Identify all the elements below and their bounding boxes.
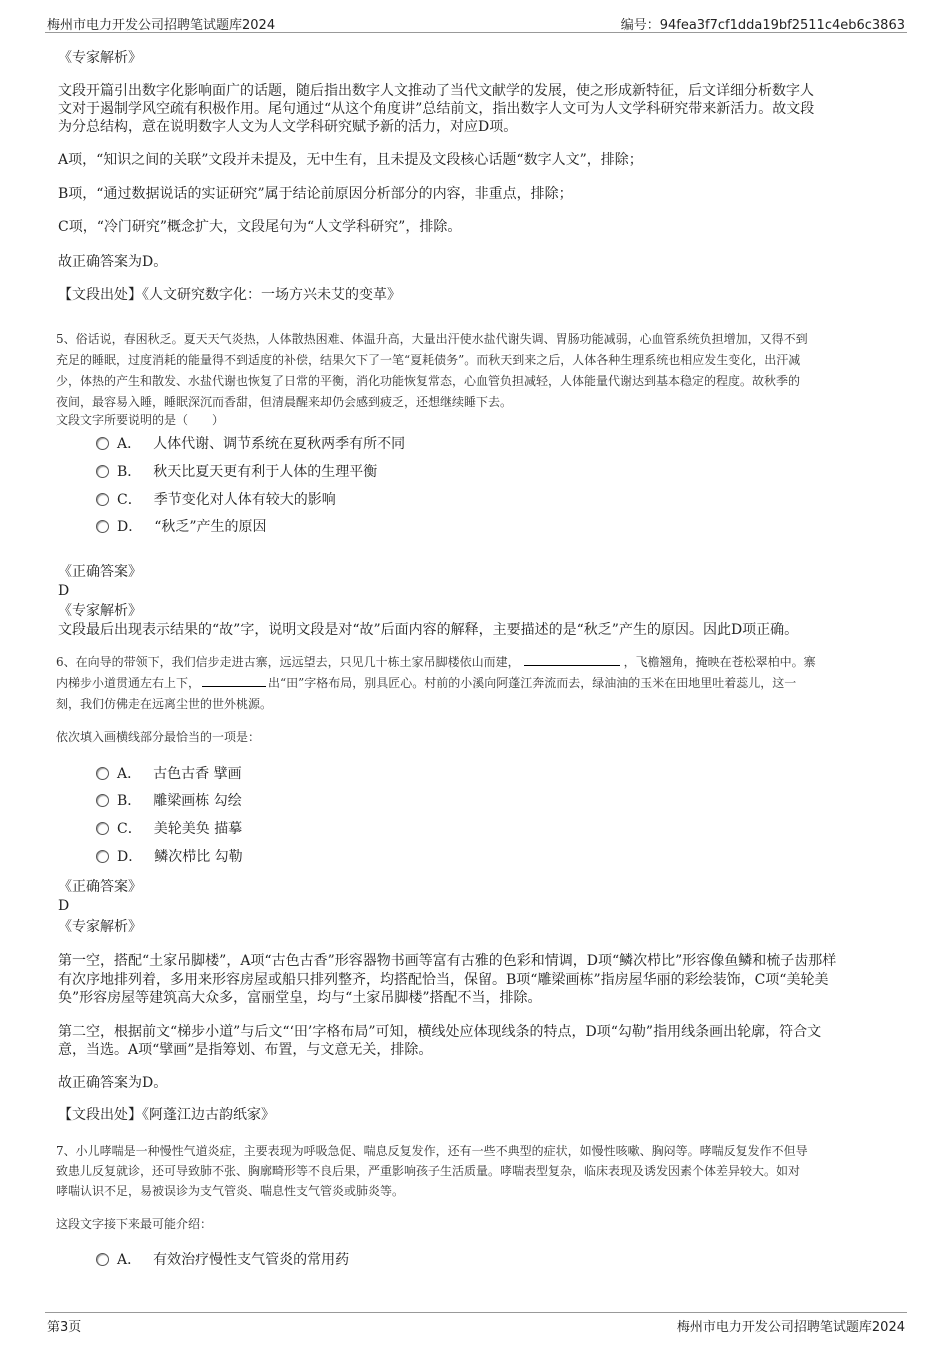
analysis-line: 奂”形容房屋等建筑高大众多，富丽堂皇，均与“土家吊脚楼”搭配不当，排除。 [58,990,542,1006]
question-text: 充足的睡眠，过度消耗的能量得不到适度的补偿，结果欠下了一笔“夏耗债务”。而秋天到来之后，人体各种生理系统也相应发生变化，出汗减 [56,353,801,367]
question-text: 少，体热的产生和散发、水盐代谢也恢复了日常的平衡，消化功能恢复常态，心血管负担减轻，人体能量代谢达到基本稳定的程度。故秋季的 [56,374,801,388]
option-d[interactable]: D． “秋乏”产生的原因 [96,518,267,536]
correct-answer-title: 《正确答案》 [58,879,142,895]
radio-icon[interactable] [96,850,109,863]
question-text: 7、小儿哮喘是一种慢性气道炎症，主要表现为呼吸急促、喘息反复发作，还有一些不典型的症状，如慢性咳嗽、胸闷等。哮喘反复发作不但导 [56,1144,808,1158]
question-prompt: 这段文字接下来最可能介绍： [56,1217,213,1231]
source-line: 【文段出处】《人文研究数字化：一场方兴未艾的变革》 [58,287,401,303]
analysis-line: 第二空，根据前文“梯步小道”与后文“‘田’字格布局”可知，横线处应体现线条的特点，D项“勾勒”指用线条画出轮廓，符合文 [58,1024,822,1040]
option-c[interactable]: C． 美轮美奂 描摹 [96,820,242,838]
source-line: 【文段出处】《阿蓬江边古韵纸家》 [58,1107,275,1123]
question-prompt: 文段文字所要说明的是（ ） [56,413,225,427]
radio-icon[interactable] [96,822,109,835]
radio-icon[interactable] [96,437,109,450]
correct-answer: D [58,898,70,914]
expert-analysis-title: 《专家解析》 [58,603,142,619]
analysis-line: 文对于遏制学风空疏有积极作用。尾句通过“从这个角度讲”总结前文，指出数字人文可为人文学科研究带来新活力。故文段 [58,101,815,117]
option-b[interactable]: B． 雕梁画栋 勾绘 [96,792,242,810]
radio-icon[interactable] [96,767,109,780]
fill-blank [524,653,620,666]
option-a-analysis: A项，“知识之间的关联”文段并未提及，无中生有，且未提及文段核心话题“数字人文”，排除； [58,152,643,168]
radio-icon[interactable] [96,465,109,478]
option-a[interactable]: A． 有效治疗慢性支气管炎的常用药 [96,1251,349,1269]
analysis-line: 文段最后出现表示结果的“故”字，说明文段是对“故”后面内容的解释，主要描述的是“秋乏”产生的原因。因此D项正确。 [58,622,799,638]
question-prompt: 依次填入画横线部分最恰当的一项是： [56,730,261,744]
option-a[interactable]: A． 人体代谢、调节系统在夏秋两季有所不同 [96,435,405,453]
option-b-analysis: B项，“通过数据说话的实证研究”属于结论前原因分析部分的内容，非重点，排除； [58,186,573,202]
footer-title: 梅州市电力开发公司招聘笔试题库2024 [676,1320,905,1335]
expert-analysis-title: 《专家解析》 [58,50,142,66]
option-b[interactable]: B． 秋天比夏天更有利于人体的生理平衡 [96,463,377,481]
fill-blank [202,674,266,687]
option-c-analysis: C项，“冷门研究”概念扩大，文段尾句为“人文学科研究”，排除。 [58,219,462,235]
expert-analysis-title: 《专家解析》 [58,919,142,935]
correct-answer-title: 《正确答案》 [58,564,142,580]
answer-line: 故正确答案为D。 [58,1075,168,1091]
analysis-line: 文段开篇引出数字化影响面广的话题，随后指出数字人文推动了当代文献学的发展，使之形成新特征，后文详细分析数字人 [58,83,814,99]
question-text: 5、俗话说，春困秋乏。夏天天气炎热，人体散热困难、体温升高，大量出汗使水盐代谢失调、胃肠功能减弱，心血管系统负担增加，又得不到 [56,332,808,346]
analysis-line: 有次序地排列着，多用来形容房屋或船只排列整齐，均搭配恰当，保留。B项“雕梁画栋”指房屋华丽的彩绘装饰，C项“美轮美 [58,972,829,988]
analysis-line: 意，当选。A项“擘画”是指筹划、布置，与文意无关，排除。 [58,1042,433,1058]
header-title: 梅州市电力开发公司招聘笔试题库2024 [47,18,276,33]
question-text: 致患儿反复就诊，还可导致肺不张、胸廓畸形等不良后果，严重影响孩子生活质量。哮喘表型复杂，临床表现及诱发因素个体差异较大。如对 [56,1164,801,1178]
page-header [45,12,907,33]
question-text: 哮喘认识不足，易被误诊为支气管炎、喘息性支气管炎或肺炎等。 [56,1184,405,1198]
page-number: 第3页 [47,1320,82,1335]
option-d[interactable]: D． 鳞次栉比 勾勒 [96,848,243,866]
analysis-line: 为分总结构，意在说明数字人文为人文学科研究赋予新的活力，对应D项。 [58,119,518,135]
question-text: 6、在向导的带领下，我们信步走进古寨，远远望去，只见几十栋土家吊脚楼依山而建， ，飞檐翘角，掩映在苍松翠柏中。寨 [56,655,816,669]
option-c[interactable]: C． 季节变化对人体有较大的影响 [96,491,336,509]
question-text: 夜间，最容易入睡，睡眠深沉而香甜，但清晨醒来却仍会感到疲乏，还想继续睡下去。 [56,395,513,409]
page-footer [45,1312,907,1335]
radio-icon[interactable] [96,1253,109,1266]
radio-icon[interactable] [96,794,109,807]
header-doc-id: 编号：94fea3f7cf1dda19bf2511c4eb6c3863 [620,18,905,33]
radio-icon[interactable] [96,493,109,506]
radio-icon[interactable] [96,520,109,533]
question-text: 内梯步小道贯通左右上下， 出“田”字格布局，别具匠心。村前的小溪向阿蓬江奔流而去，绿油油的玉米在田地里吐着蕊儿，这一 [56,676,797,690]
correct-answer: D [58,583,70,599]
analysis-line: 第一空，搭配“土家吊脚楼”，A项“古色古香”形容器物书画等富有古雅的色彩和情调，D项“鳞次栉比”形容像鱼鳞和梳子齿那样 [58,953,837,969]
question-text: 刻，我们仿佛走在远离尘世的世外桃源。 [56,697,273,711]
option-a[interactable]: A． 古色古香 擘画 [96,765,242,783]
answer-line: 故正确答案为D。 [58,254,168,270]
